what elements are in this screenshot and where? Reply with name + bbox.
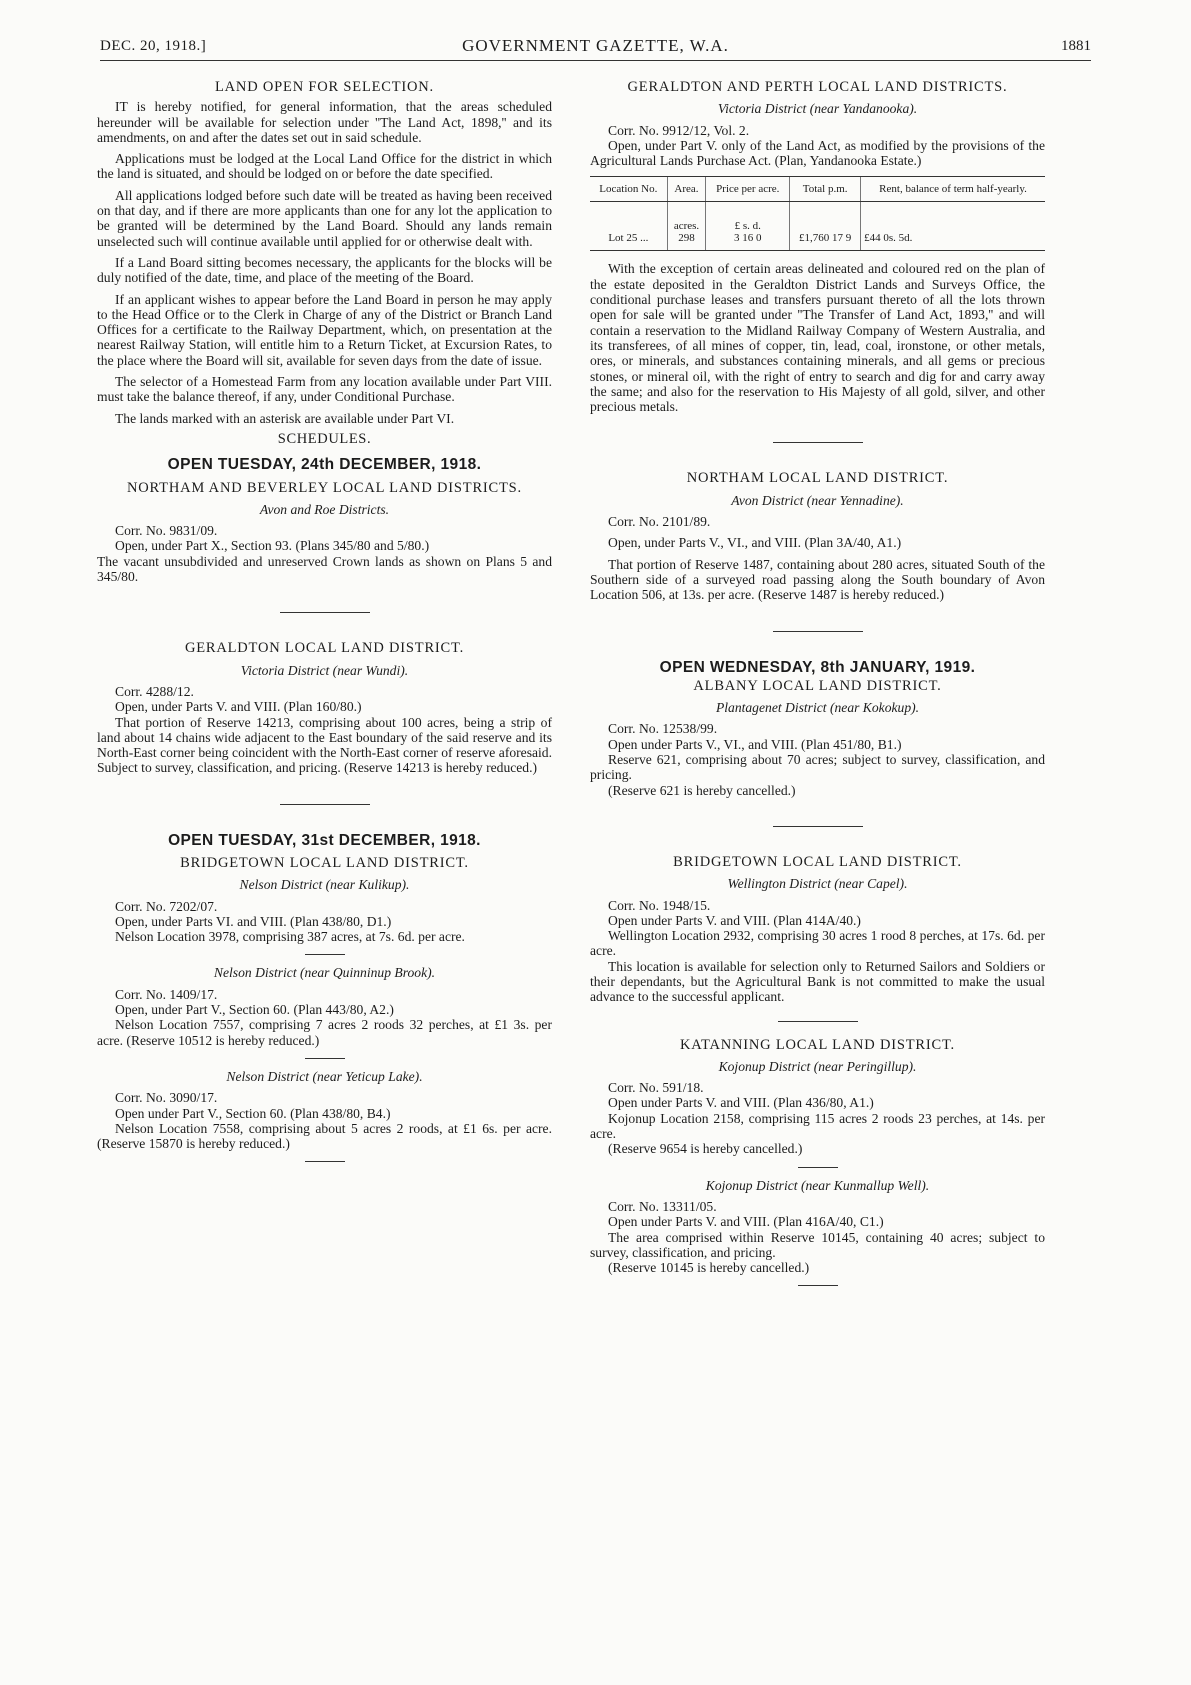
corr-number: Corr. No. 3090/17.: [115, 1090, 218, 1106]
issue-date: DEC. 20, 1918.]: [100, 38, 207, 54]
corr-number: Corr. No. 1409/17.: [115, 986, 218, 1002]
district-heading: BRIDGETOWN LOCAL LAND DISTRICT.: [673, 853, 962, 870]
intro-paragraph: The selector of a Homestead Farm from any location available under Part VIII. must take the balance thereof, if any, under Conditional Purchase.: [97, 374, 552, 405]
page-number: 1881: [1061, 38, 1091, 54]
corr-number: Corr. No. 9912/12, Vol. 2.: [608, 122, 750, 138]
district-subheading: Nelson District (near Yeticup Lake).: [226, 1068, 423, 1084]
land-description: Nelson Location 7558, comprising about 5 acres 2 roods, at £1 6s. per acre. (Reserve 15870 is hereby reduced.): [97, 1120, 552, 1152]
district-heading: KATANNING LOCAL LAND DISTRICT.: [680, 1036, 955, 1053]
column-header: Area.: [667, 177, 706, 202]
open-terms: Open under Parts V., VI., and VIII. (Plan 451/80, B1.): [608, 736, 902, 752]
unit-label: £ s. d.: [734, 220, 761, 233]
corr-number: Corr. No. 13311/05.: [608, 1198, 717, 1214]
open-terms: Open under Parts V. and VIII. (Plan 416A/40, C1.): [608, 1214, 884, 1230]
district-heading: GERALDTON LOCAL LAND DISTRICT.: [184, 640, 465, 657]
corr-number: Corr. No. 591/18.: [608, 1080, 704, 1096]
cancellation-note: (Reserve 9654 is hereby cancelled.): [608, 1141, 803, 1157]
district-heading: NORTHAM AND BEVERLEY LOCAL LAND DISTRICTS.: [127, 479, 522, 496]
schedules-heading: SCHEDULES.: [277, 430, 372, 447]
section-divider: [773, 826, 863, 827]
column-header: Total p.m.: [790, 177, 861, 202]
district-heading: ALBANY LOCAL LAND DISTRICT.: [693, 677, 942, 694]
sale-table: [590, 176, 1045, 251]
unit-label: acres.: [673, 220, 700, 233]
right-column: [590, 80, 1045, 1296]
page-header: [100, 34, 1091, 61]
table-cell: £44 0s. 5d.: [861, 202, 1045, 251]
district-subheading: Victoria District (near Yandanooka).: [717, 101, 918, 117]
district-subheading: Avon District (near Yennadine).: [731, 492, 904, 508]
intro-paragraph: If an applicant wishes to appear before the Land Board in person he may apply to the Head Office or to the Clerk in Charge of any of the District or Branch Land Offices for a certificate to the Railway Department, which, on presentation at the nearest Railway Station, will entitle him to a Return Ticket, at Excursion Rates, to the place where the Board will sit, available for seven days from the date of issue.: [97, 291, 552, 368]
land-description: The vacant unsubdivided and unreserved Crown lands as shown on Plans 5 and 345/80.: [97, 553, 552, 585]
land-description: That portion of Reserve 1487, containing about 280 acres, situated South of the Southern side of a surveyed road passing along the South boundary of Avon Location 506, at 13s. per acre. (Reserve 1487 is hereby reduced.): [590, 556, 1045, 603]
district-heading: GERALDTON AND PERTH LOCAL LAND DISTRICTS.: [627, 79, 1008, 95]
section-divider: [773, 631, 863, 632]
district-subheading: Nelson District (near Quinninup Brook).: [213, 965, 436, 981]
gazette-title: GOVERNMENT GAZETTE, W.A.: [462, 36, 729, 55]
section-divider: [798, 1285, 838, 1286]
open-terms: Open, under Part X., Section 93. (Plans 345/80 and 5/80.): [115, 538, 430, 554]
notice-title: LAND OPEN FOR SELECTION.: [215, 79, 434, 95]
open-date-heading: OPEN WEDNESDAY, 8th JANUARY, 1919.: [659, 658, 976, 676]
land-description: That portion of Reserve 14213, comprising about 100 acres, being a strip of land about 14 chains wide adjacent to the East boundary of the said reserve and its North-East corner being coincident with the North-East corner of reserve aforesaid. Subject to survey, classification, and pricing. (Reserve 14213 is hereby reduced.): [97, 714, 552, 776]
district-subheading: Plantagenet District (near Kokokup).: [715, 700, 920, 716]
column-header: Price per acre.: [706, 177, 790, 202]
reservation-text: With the exception of certain areas delineated and coloured red on the plan of the estate deposited in the Geraldton District Lands and Surveys Office, the conditional purchase leases and transfers pursuant thereto of all the lots thrown open for sale will be granted under ''The Transfer of Land Act, 1893,'' and will contain a reservation to the Midland Railway Company of Western Australia, and its transferees, of all mines of copper, tin, lead, coal, ironstone, or other metals, ores, or minerals, and substances containing minerals, and all gems or precious stones, or mineral oil, with the right of entry to search and dig for and carry away the same; and also for the reservation to His Majesty of all gold, silver, and other precious metals.: [590, 261, 1045, 415]
corr-number: Corr. No. 7202/07.: [115, 898, 218, 914]
district-subheading: Wellington District (near Capel).: [727, 876, 908, 892]
section-divider: [280, 804, 370, 805]
table-cell: [706, 202, 790, 251]
land-description: Nelson Location 7557, comprising 7 acres 2 roods 32 perches, at £1 3s. per acre. (Reserve 10512 is hereby reduced.): [97, 1017, 552, 1048]
section-divider: [305, 954, 345, 955]
land-description: Wellington Location 2932, comprising 30 acres 1 rood 8 perches, at 17s. 6d. per acre.: [590, 928, 1045, 959]
cell-value: 298: [678, 232, 695, 245]
column-header: Rent, balance of term half-yearly.: [861, 177, 1045, 202]
district-heading: NORTHAM LOCAL LAND DISTRICT.: [686, 470, 949, 487]
intro-paragraph: IT is hereby notified, for general information, that the areas scheduled hereunder will be available for selection under ''The Land Act, 1898,'' and its amendments, on and after the dates set out in said schedule.: [97, 99, 552, 145]
intro-paragraph: Applications must be lodged at the Local Land Office for the district in which the land is situated, and should be lodged on or before the date specified.: [97, 151, 552, 182]
column-header: Location No.: [590, 177, 667, 202]
cancellation-note: (Reserve 621 is hereby cancelled.): [608, 782, 796, 798]
section-divider: [305, 1161, 345, 1162]
land-description: Nelson Location 3978, comprising 387 acres, at 7s. 6d. per acre.: [115, 929, 465, 945]
district-subheading: Avon and Roe Districts.: [259, 501, 390, 517]
intro-paragraph: The lands marked with an asterisk are available under Part VI.: [115, 410, 455, 426]
section-divider: [280, 612, 370, 613]
corr-number: Corr. No. 1948/15.: [608, 897, 711, 913]
land-description: Reserve 621, comprising about 70 acres; subject to survey, classification, and pricing.: [590, 752, 1045, 783]
corr-number: Corr. No. 2101/89.: [608, 514, 711, 530]
eligibility-note: This location is available for selection only to Returned Sailors and Soldiers or their dependants, but the Agricultural Bank is not committed to make the usual advance to the successful applicant.: [590, 958, 1045, 1005]
intro-paragraph: If a Land Board sitting becomes necessary, the applicants for the blocks will be duly notified of the date, time, and place of the meeting of the Board.: [97, 254, 552, 286]
land-description: Kojonup Location 2158, comprising 115 acres 2 roods 23 perches, at 14s. per acre.: [590, 1110, 1045, 1142]
district-subheading: Kojonup District (near Kunmallup Well).: [705, 1177, 930, 1193]
table-header-row: [590, 177, 1045, 202]
district-heading: BRIDGETOWN LOCAL LAND DISTRICT.: [180, 854, 469, 871]
section-divider: [305, 1058, 345, 1059]
open-terms: Open under Parts V. and VIII. (Plan 436/80, A1.): [608, 1095, 874, 1111]
open-terms: Open, under Parts V., VI., and VIII. (Plan 3A/40, A1.): [608, 535, 902, 551]
open-terms: Open under Parts V. and VIII. (Plan 414A/40.): [608, 912, 861, 928]
district-subheading: Victoria District (near Wundi).: [240, 662, 409, 678]
section-divider: [798, 1167, 838, 1168]
intro-paragraph: All applications lodged before such date will be treated as having been received on that day, and if there are more applicants than one for any lot the application to be granted will be determined by the Land Board. Should any lands remain unselected such will continue available until applied for or otherwise dealt with.: [97, 187, 552, 249]
section-divider: [773, 442, 863, 443]
open-terms: Open, under Part V., Section 60. (Plan 443/80, A2.): [115, 1002, 394, 1018]
open-date-heading: OPEN TUESDAY, 24th DECEMBER, 1918.: [167, 456, 482, 474]
open-terms: Open, under Part V. only of the Land Act, as modified by the provisions of the Agricultural Lands Purchase Act. (Plan, Yandanooka Estate.): [590, 137, 1045, 169]
district-subheading: Kojonup District (near Peringillup).: [718, 1058, 917, 1074]
land-description: The area comprised within Reserve 10145, containing 40 acres; subject to survey, classification, and pricing.: [590, 1229, 1045, 1260]
left-column: [97, 80, 552, 1172]
section-divider: [778, 1021, 858, 1022]
cancellation-note: (Reserve 10145 is hereby cancelled.): [608, 1260, 810, 1276]
cell-value: 3 16 0: [734, 232, 762, 245]
open-terms: Open, under Parts VI. and VIII. (Plan 438/80, D1.): [115, 913, 392, 929]
table-cell: [667, 202, 706, 251]
open-date-heading: OPEN TUESDAY, 31st DECEMBER, 1918.: [168, 831, 481, 849]
district-subheading: Nelson District (near Kulikup).: [239, 877, 410, 893]
open-terms: Open, under Parts V. and VIII. (Plan 160/80.): [115, 699, 362, 715]
corr-number: Corr. 4288/12.: [115, 683, 194, 699]
corr-number: Corr. No. 9831/09.: [115, 523, 218, 539]
corr-number: Corr. No. 12538/99.: [608, 721, 718, 737]
table-cell: £1,760 17 9: [790, 202, 861, 251]
table-row: [590, 202, 1045, 251]
open-terms: Open under Part V., Section 60. (Plan 438/80, B4.): [115, 1105, 391, 1121]
table-cell: Lot 25 ...: [590, 202, 667, 251]
